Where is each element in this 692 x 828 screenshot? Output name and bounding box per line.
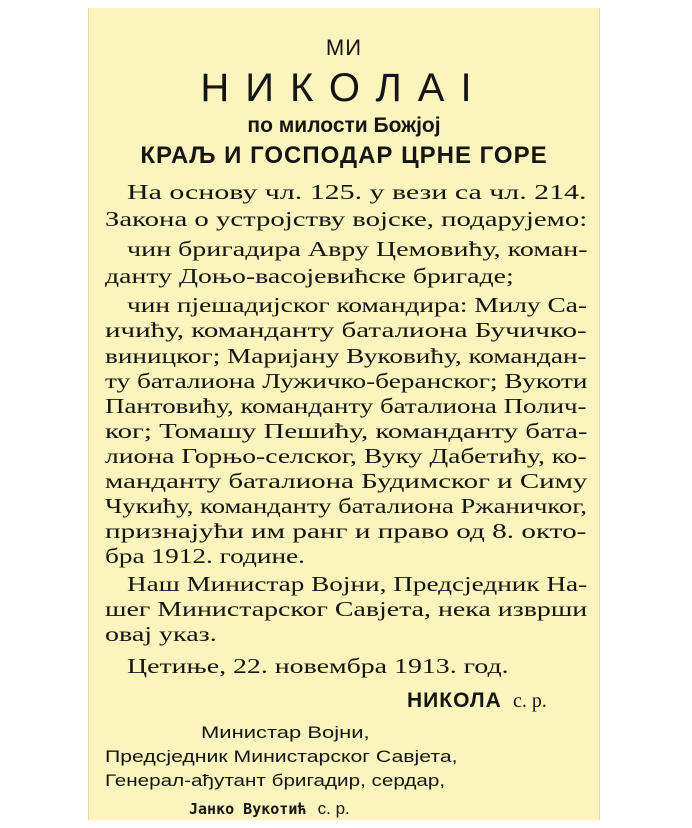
- minister-abbr: с. р.: [317, 799, 350, 818]
- body-line-5: чин пјешадијског командира: Милу Са-: [127, 293, 587, 317]
- header-grace: по милости Божјој: [247, 114, 441, 137]
- place-date: Цетиње, 22. новембра 1913. год.: [127, 654, 509, 678]
- minister-title-2: Предсједник Министарског Савјета,: [105, 747, 458, 766]
- body-line-15: бра 1912. године.: [105, 544, 305, 568]
- body-line-6: ичићу, команданту баталиона Бучичко-: [105, 318, 587, 342]
- body-line-13: Чукићу, команданту баталиона Ржаничког,: [105, 494, 587, 518]
- header-title: КРАЉ И ГОСПОДАР ЦРНЕ ГОРЕ: [140, 142, 548, 169]
- minister-name: Јанко Вукотић: [189, 800, 307, 818]
- body-line-14: признајући им ранг и право од 8. окто-: [105, 519, 587, 543]
- body-line-12: манданту баталиона Будимског и Симу: [105, 469, 588, 493]
- decree-page: [88, 8, 600, 820]
- signature-name: НИКОЛА: [407, 689, 502, 712]
- body-line-4: данту Доњо-васојевићске бригаде;: [105, 264, 514, 288]
- body-line-11: лиона Горњо-селског, Вуку Дабетићу, ко-: [105, 444, 587, 468]
- signature-block: [407, 688, 547, 713]
- body-line-3: чин бригадира Авру Цемовићу, коман-: [127, 237, 588, 261]
- body-line-16: Наш Министар Војни, Предсједник На-: [127, 572, 588, 596]
- header-name: НИКОЛАІ: [200, 66, 488, 110]
- body-line-18: овај указ.: [105, 622, 217, 646]
- header-mi: МИ: [325, 35, 363, 60]
- minister-signature: [189, 795, 350, 821]
- body-line-17: шег Министарског Савјета, нека изврши: [105, 597, 588, 621]
- body-line-1: На основу чл. 125. у вези са чл. 214.: [127, 180, 587, 204]
- signature-abbr: с. р.: [513, 690, 547, 712]
- body-line-10: ког; Томашу Пешићу, команданту бата-: [105, 419, 588, 443]
- minister-title-3: Генерал-ађутант бригадир, сердар,: [105, 771, 446, 790]
- body-line-7: виницког; Маријану Вуковићу, командан-: [105, 344, 587, 368]
- body-line-8: ту баталиона Лужичко-беранског; Вукоти: [105, 369, 588, 393]
- minister-title-1: Министар Војни,: [201, 723, 370, 742]
- body-line-2: Закона о устројству војске, подарујемо:: [105, 207, 588, 231]
- body-line-9: Пантовићу, команданту баталиона Полич-: [105, 394, 587, 418]
